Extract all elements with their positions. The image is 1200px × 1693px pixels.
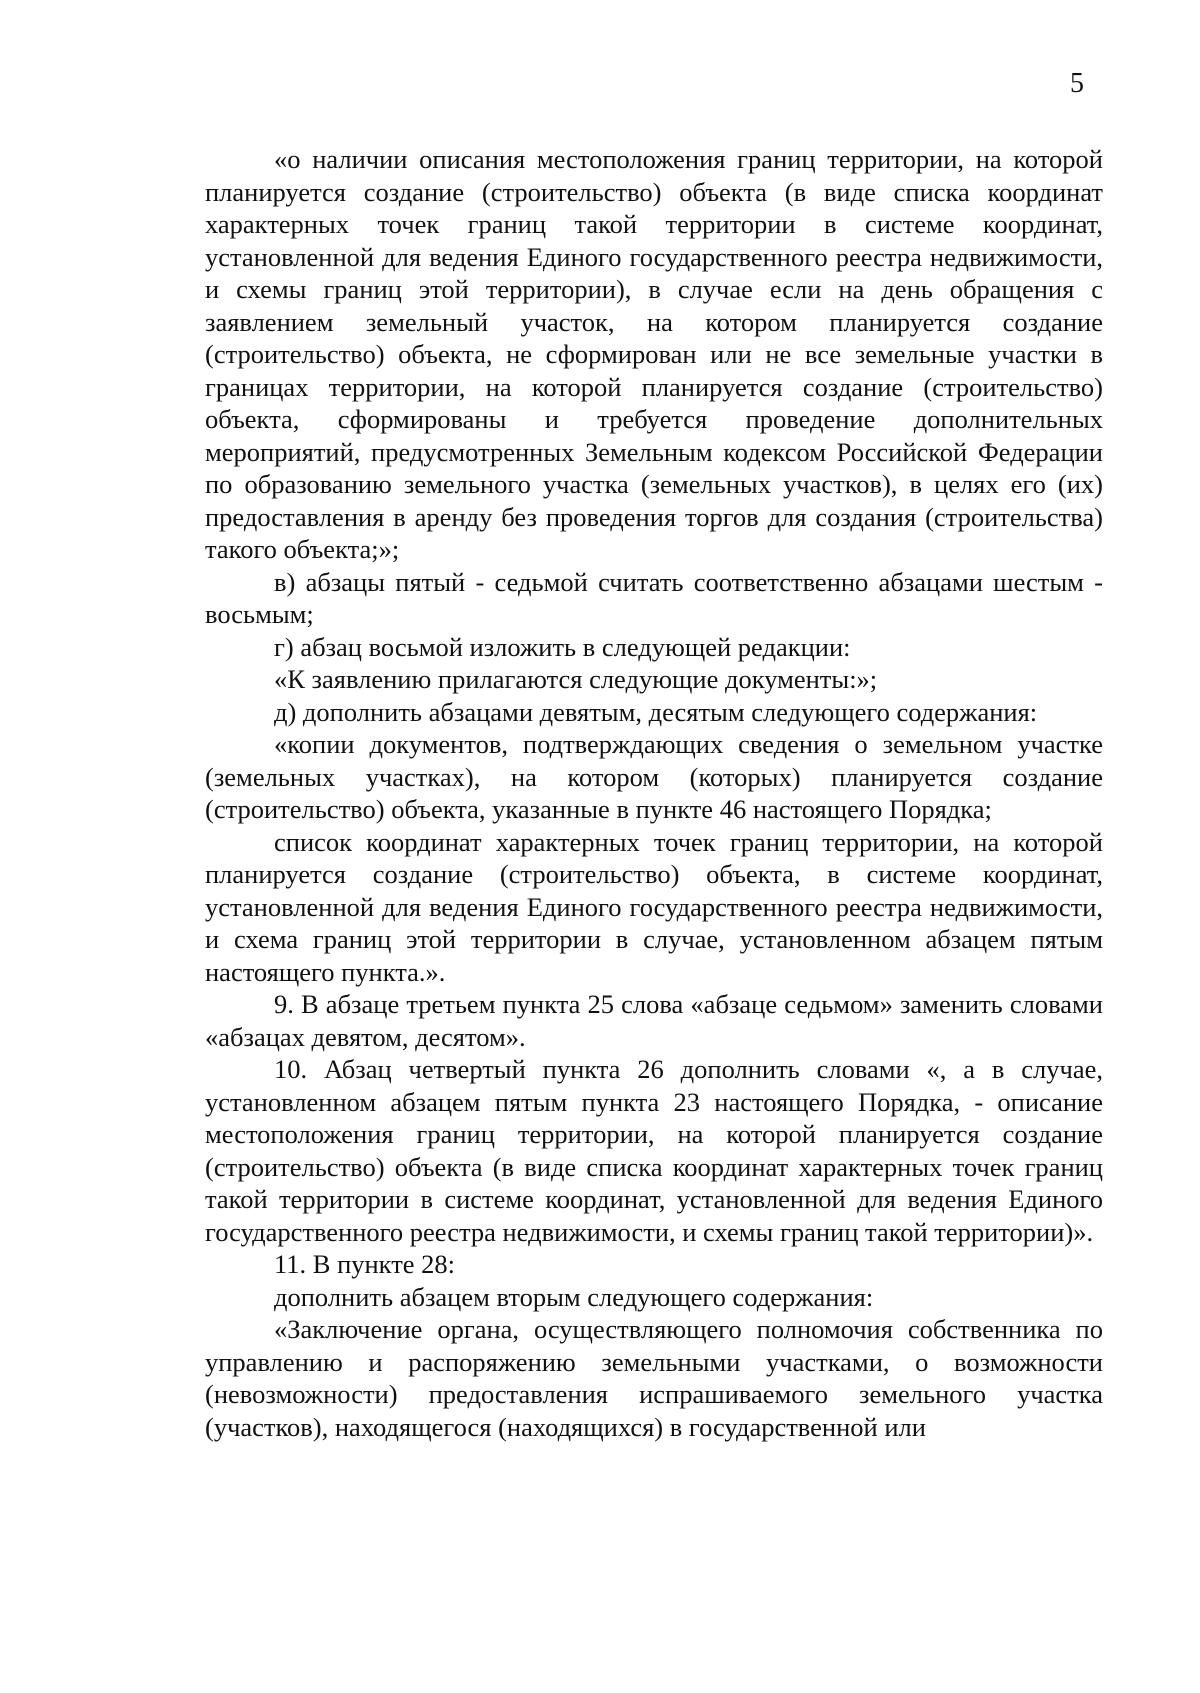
page-number: 5 — [1070, 68, 1084, 99]
paragraph: «о наличии описания местоположения границ территории, на которой планируется создание (строительство) объекта (в виде списка координат характерных точек границ такой территории в системе координат, установленной для ведения Единого государственного реестра недвижимости, и схемы границ этой территории), в случае если на день обращения с заявлением земельный участок, на котором планируется создание (строительство) объекта, не сформирован или не все земельные участки в границах территории, на которой планируется создание (строительство) объекта, сформированы и требуется проведение дополнительных мероприятий, предусмотренных Земельным кодексом Российской Федерации по образованию земельного участка (земельных участков), в целях его (их) предоставления в аренду без проведения торгов для создания (строительства) такого объекта;»; — [205, 144, 1103, 564]
paragraph: «К заявлению прилагаются следующие документы:»; — [274, 664, 878, 694]
paragraph: «копии документов, подтверждающих сведения о земельном участке (земельных участках), на котором (которых) планируется создание (строительство) объекта, указанные в пункте 46 настоящего Порядка; — [205, 729, 1103, 824]
paragraph: 11. В пункте 28: — [274, 1249, 456, 1279]
paragraph: г) абзац восьмой изложить в следующей редакции: — [274, 631, 851, 662]
paragraph: д) дополнить абзацами девятым, десятым следующего содержания: — [274, 696, 1038, 727]
paragraph: в) абзацы пятый - седьмой считать соответственно абзацами шестым - восьмым; — [205, 566, 1103, 629]
paragraph: 10. Абзац четвертый пункта 26 дополнить словами «, а в случае, установленном абзацем пятым пункта 23 настоящего Порядка, - описание местоположения границ территории, на которой планируется создание (строительство) объекта (в виде списка координат характерных точек границ такой территории в системе координат, установленной для ведения Единого государственного реестра недвижимости, и схемы границ такой территории)». — [205, 1054, 1103, 1247]
paragraph: дополнить абзацем вторым следующего содержания: — [274, 1281, 874, 1312]
paragraph: список координат характерных точек границ территории, на которой планируется создание (строительство) объекта, в системе координат, установленной для ведения Единого государственного реестра недвижимости, и схема границ этой территории в случае, установленном абзацем пятым настоящего пункта.». — [205, 826, 1103, 987]
document-body — [205, 143, 1103, 1443]
paragraph: 9. В абзаце третьем пункта 25 слова «абзаце седьмом» заменить словами «абзацах девятом, десятом». — [205, 989, 1103, 1052]
paragraph: «Заключение органа, осуществляющего полномочия собственника по управлению и распоряжению земельными участками, о возможности (невозможности) предоставления испрашиваемого земельного участка (участков), находящегося (находящихся) в государственной или — [205, 1314, 1103, 1442]
